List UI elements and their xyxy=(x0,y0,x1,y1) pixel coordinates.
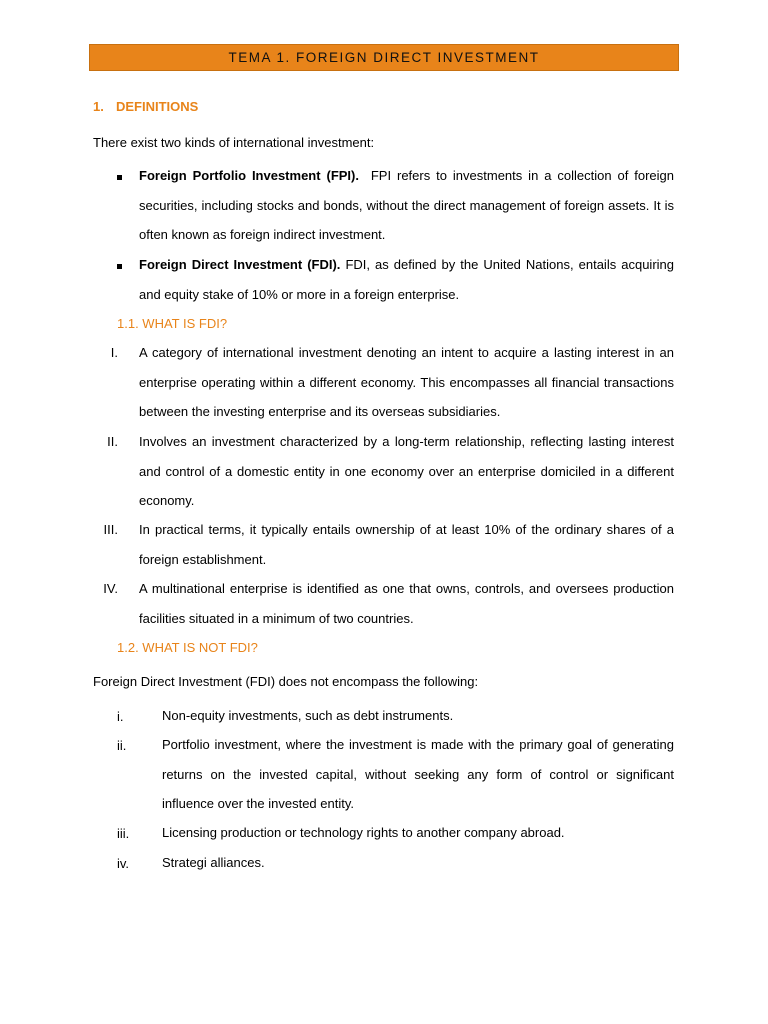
title-banner xyxy=(89,44,679,71)
item-number: IV. xyxy=(103,581,118,596)
bullet-term: Foreign Portfolio Investment (FPI). xyxy=(139,168,359,183)
list-item: Strategi alliances. xyxy=(162,855,265,870)
list-item: A category of international investment denoting an intent to acquire a lasting interest in an enterprise operating within a different economy. This encompasses all financial transactions between the investing enterprise and its overseas subsidiaries. xyxy=(139,345,674,419)
list-item: In practical terms, it typically entails ownership of at least 10% of the ordinary shares of a foreign establishment. xyxy=(139,522,674,567)
bullet-item xyxy=(139,161,674,250)
subsection-heading: 1.1. WHAT IS FDI? xyxy=(117,316,228,331)
item-number: iii. xyxy=(117,826,130,841)
section-title: DEFINITIONS xyxy=(116,99,199,114)
item-number: iv. xyxy=(117,856,130,871)
section-number: 1. xyxy=(93,99,104,114)
bullet-square xyxy=(117,264,122,269)
not-intro-paragraph: Foreign Direct Investment (FDI) does not encompass the following: xyxy=(93,674,479,689)
item-number: II. xyxy=(107,434,118,449)
list-item: Licensing production or technology rights to another company abroad. xyxy=(162,825,565,840)
subsection-heading: 1.2. WHAT IS NOT FDI? xyxy=(117,640,258,655)
item-number: i. xyxy=(117,709,124,724)
page-title: TEMA 1. FOREIGN DIRECT INVESTMENT xyxy=(228,50,540,65)
list-item: Involves an investment characterized by a long-term relationship, reflecting lasting interest and control of a domestic entity in one economy over an enterprise domiciled in a different economy. xyxy=(139,434,674,508)
item-number: ii. xyxy=(117,738,127,753)
bullet-text: FPI refers to investments in a collection of foreign securities, including stocks and bonds, without the direct management of foreign assets. It is often known as foreign indirect investment. xyxy=(139,168,675,242)
bullet-text: FDI, as defined by the United Nations, entails acquiring and equity stake of 10% or more in a foreign enterprise. xyxy=(139,257,674,302)
item-number: III. xyxy=(103,522,118,537)
bullet-square xyxy=(117,175,122,180)
list-item: Portfolio investment, where the investment is made with the primary goal of generating returns on the invested capital, without seeking any form of control or significant influence over the invested entity. xyxy=(162,737,674,811)
bullet-item xyxy=(139,250,674,309)
section-heading xyxy=(93,99,198,114)
intro-paragraph: There exist two kinds of international investment: xyxy=(93,135,375,150)
list-item: Non-equity investments, such as debt instruments. xyxy=(162,708,454,723)
list-item: A multinational enterprise is identified as one that owns, controls, and oversees production facilities situated in a minimum of two countries. xyxy=(139,581,674,626)
item-number: I. xyxy=(110,345,118,360)
bullet-term: Foreign Direct Investment (FDI). xyxy=(139,257,341,272)
